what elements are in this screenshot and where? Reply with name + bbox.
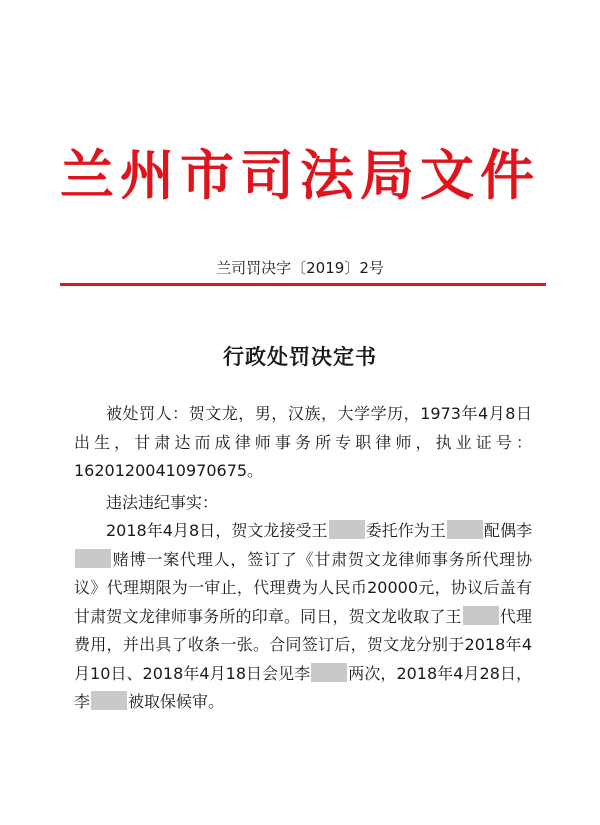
- redacted-name-block: [75, 549, 111, 568]
- facts-text: 代理费用，并出具了收条一张。合同签订后，贺文龙分别于2018年4月10日、2018年4月18日会见李: [74, 606, 532, 683]
- facts-paragraph: [74, 517, 532, 717]
- facts-text: 被取保候审。: [128, 692, 225, 711]
- facts-text: 配偶李: [483, 521, 532, 540]
- document-header-title: 兰州市司法局文件: [60, 143, 540, 207]
- facts-text: 两次，2018年4月28日，李: [74, 663, 532, 711]
- red-divider-line: [60, 283, 546, 286]
- document-number: 兰司罚决字〔2019〕2号: [216, 259, 384, 277]
- document-title: 行政处罚决定书: [223, 345, 377, 369]
- redacted-name-block: [447, 520, 483, 539]
- facts-text: 2018年4月8日，贺文龙接受王: [106, 521, 328, 540]
- redacted-name-block: [463, 606, 499, 625]
- section-heading: 违法违纪事实：: [106, 492, 219, 512]
- document-body: [74, 400, 532, 717]
- redacted-name-block: [91, 691, 127, 710]
- redacted-name-block: [311, 663, 347, 682]
- facts-text: 委托作为王: [365, 521, 446, 540]
- redacted-name-block: [329, 520, 365, 539]
- facts-text: 赌博一案代理人，签订了《甘肃贺文龙律师事务所代理协议》代理期限为一审止，代理费为人民币20000元，协议后盖有甘肃贺文龙律师事务所的印章。同日，贺文龙收取了王: [74, 549, 532, 626]
- respondent-paragraph: 被处罚人：贺文龙，男，汉族，大学学历，1973年4月8日出生，甘肃达而成律师事务所专职律师，执业证号：16201200410970675。: [74, 404, 532, 480]
